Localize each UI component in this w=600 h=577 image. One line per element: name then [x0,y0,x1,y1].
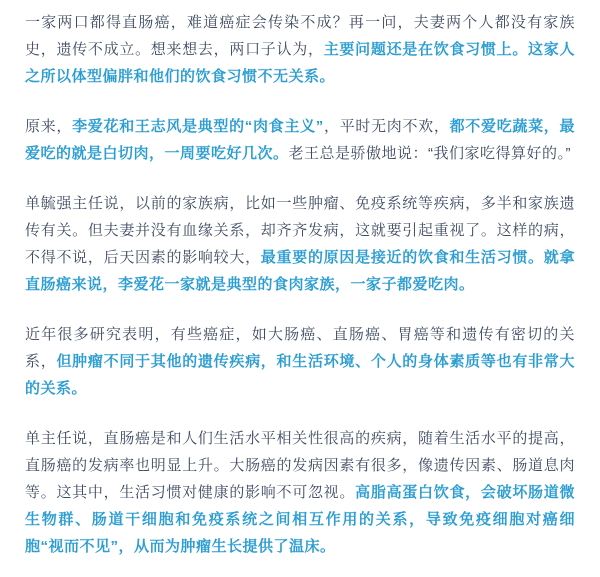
paragraph [25,425,575,560]
text-run: 原来， [25,118,73,135]
highlighted-text-run: 但肿瘤不同于其他的遗传疾病，和生活环境、个人的身体素质等也有非常大的关系。 [25,353,575,397]
highlighted-text-run: 最重要的原因是接近的饮食和生活习惯。就拿直肠癌来说，李爱花一家就是典型的食肉家族，一家子都爱吃肉。 [25,249,575,293]
paragraph [25,190,575,298]
highlighted-text-run: 都不爱吃蔬菜，最爱吃的就是白切肉，一周要吃好几次。 [25,118,575,162]
highlighted-text-run: 主要问题还是在饮食习惯上。这家人之所以体型偏胖和他们的饮食习惯不无关系。 [25,41,575,85]
text-run: ，平时无肉不欢， [323,118,450,135]
paragraph [25,321,575,402]
highlighted-text-run: 李爱花和王志风是典型的“肉食主义” [72,118,324,135]
text-run: 老王总是骄傲地说：“我们家吃得算好的。” [288,145,572,162]
text-run: 一家两口都得直肠癌，难道癌症会传染不成？再一问，夫妻两个人都没有家族史，遗传不成立。想来想去，两口子认为， [25,14,575,58]
highlighted-text-run: 高脂高蛋白饮食，会破坏肠道微生物群、肠道干细胞和免疫系统之间相互作用的关系，导致免疫细胞对癌细胞“视而不见”，从而为肿瘤生长提供了温床。 [25,484,575,555]
text-run: 单主任说，直肠癌是和人们生活水平相关性很高的疾病，随着生活水平的提高，直肠癌的发病率也明显上升。大肠癌的发病因素有很多，像遗传因素、肠道息肉等。这其中，生活习惯对健康的影响不可忽视。 [25,430,575,501]
paragraph [25,113,575,167]
paragraph [25,9,575,90]
text-run: 单毓强主任说，以前的家族病，比如一些肿瘤、免疫系统等疾病，多半和家族遗传有关。但夫妻并没有血缘关系，却齐齐发病，这就要引起重视了。这样的病，不得不说，后天因素的影响较大， [25,195,575,266]
text-run: 近年很多研究表明，有些癌症，如大肠癌、直肠癌、胃癌等和遗传有密切的关系， [25,326,575,370]
